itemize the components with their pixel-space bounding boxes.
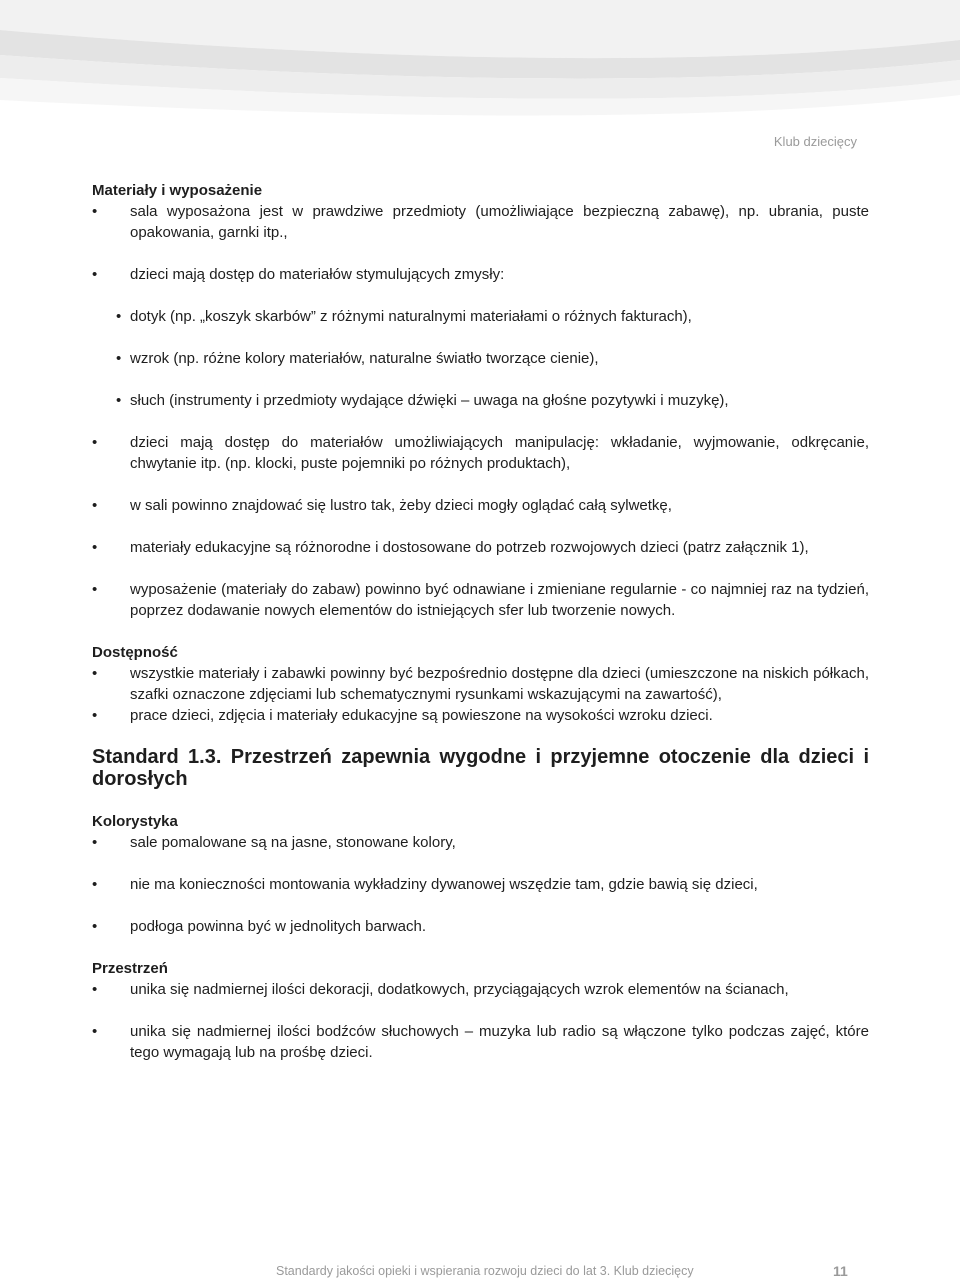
heading-colors: Kolorystyka	[92, 813, 178, 830]
list-item: • materiały edukacyjne są różnorodne i dostosowane do potrzeb rozwojowych dzieci (patrz załącznik 1),	[92, 539, 809, 556]
bullet-glyph: •	[92, 876, 98, 893]
heading-materials: Materiały i wyposażenie	[92, 182, 263, 199]
list-item: • sale pomalowane są na jasne, stonowane kolory,	[92, 834, 456, 851]
list-item: • nie ma konieczności montowania wykładziny dywanowej wszędzie tam, gdzie bawią się dzieci,	[92, 876, 758, 893]
list-item: • unika się nadmiernej ilości dekoracji, dodatkowych, przyciągających wzrok elementów na ścianach,	[92, 981, 789, 998]
bullet-glyph: •	[92, 497, 98, 514]
list-item: • podłoga powinna być w jednolitych barwach.	[92, 918, 427, 935]
bullet-glyph: •	[116, 308, 122, 325]
bullet-glyph: •	[116, 392, 122, 409]
list-item: • wszystkie materiały i zabawki powinny być bezpośrednio dostępne dla dzieci (umieszczone na niskich półkach, szafki oznaczone zdjęciami lub schematycznymi rysunkami wskazującymi na zawartość),	[92, 665, 869, 703]
list-item: • unika się nadmiernej ilości bodźców słuchowych – muzyka lub radio są włączone tylko podczas zajęć, które tego wymagają lub na prośbę dzieci.	[92, 1023, 869, 1061]
bullet-glyph: •	[92, 665, 98, 682]
list-item: • sala wyposażona jest w prawdziwe przedmioty (umożliwiające bezpieczną zabawę), np. ubrania, puste opakowania, garnki itp.,	[92, 203, 869, 241]
sub-list-item: • dotyk (np. „koszyk skarbów” z różnymi naturalnymi materiałami o różnych fakturach),	[116, 308, 692, 325]
standard-title: Standard 1.3. Przestrzeń zapewnia wygodne i przyjemne otoczenie dla dzieci i dorosłych	[92, 746, 869, 790]
sub-list-item: • słuch (instrumenty i przedmioty wydające dźwięki – uwaga na głośne pozytywki i muzykę),	[116, 392, 729, 409]
bullet-glyph: •	[92, 918, 98, 935]
list-item: • w sali powinno znajdować się lustro tak, żeby dzieci mogły oglądać całą sylwetkę,	[92, 497, 672, 514]
list-item: • prace dzieci, zdjęcia i materiały edukacyjne są powieszone na wysokości wzroku dzieci.	[92, 707, 713, 724]
bullet-glyph: •	[92, 266, 98, 283]
page-number: 11	[833, 1263, 848, 1279]
page-content	[92, 180, 869, 1063]
bullet-glyph: •	[92, 434, 98, 451]
header-section-title: Klub dziecięcy	[773, 134, 857, 149]
bullet-glyph: •	[92, 834, 98, 851]
list-item: • dzieci mają dostęp do materiałów umożliwiających manipulację: wkładanie, wyjmowanie, odkręcanie, chwytanie itp. (np. klocki, puste pojemniki po różnych produktach),	[92, 434, 869, 472]
footer-text: Standardy jakości opieki i wspierania rozwoju dzieci do lat 3. Klub dziecięcy	[276, 1264, 694, 1278]
bullet-glyph: •	[92, 581, 98, 598]
heading-access: Dostępność	[92, 644, 178, 661]
heading-space: Przestrzeń	[92, 960, 168, 977]
bullet-glyph: •	[116, 350, 122, 367]
bullet-glyph: •	[92, 203, 98, 220]
list-item: • dzieci mają dostęp do materiałów stymulujących zmysły:	[92, 266, 505, 283]
header-swoosh-decoration	[0, 0, 960, 130]
list-item: • wyposażenie (materiały do zabaw) powinno być odnawiane i zmieniane regularnie - co najmniej raz na tydzień, poprzez dodawanie nowych elementów do istniejących sfer lub tworzenie nowych.	[92, 581, 869, 619]
bullet-glyph: •	[92, 1023, 98, 1040]
bullet-glyph: •	[92, 981, 98, 998]
bullet-glyph: •	[92, 539, 98, 556]
bullet-glyph: •	[92, 707, 98, 724]
sub-list-item: • wzrok (np. różne kolory materiałów, naturalne światło tworzące cienie),	[116, 350, 599, 367]
